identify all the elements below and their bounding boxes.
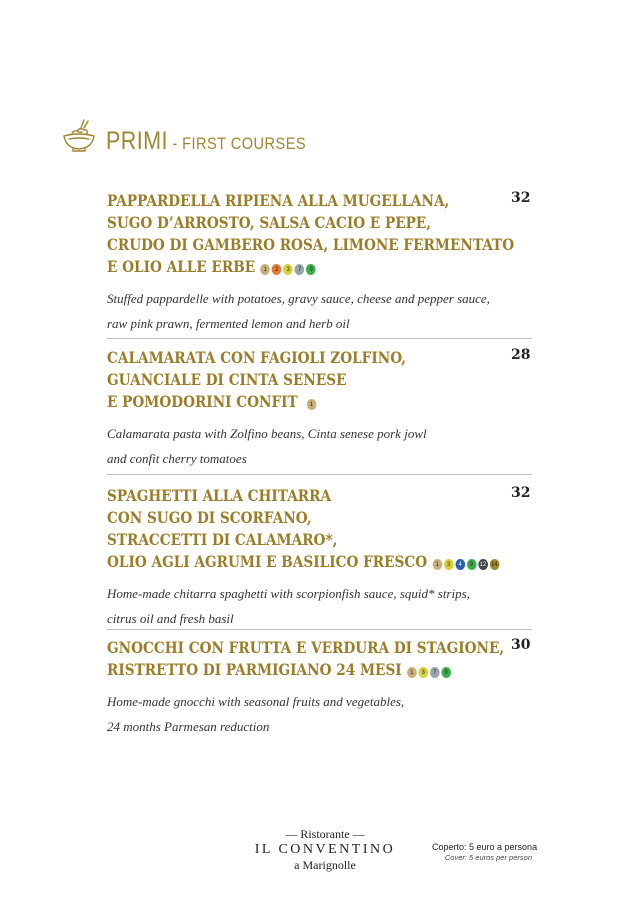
logo-line: a Marignolle [294, 858, 356, 872]
divider [107, 338, 532, 339]
allergen-badges [432, 559, 499, 570]
allergen-badge: 1 [432, 559, 442, 570]
restaurant-logo [250, 827, 400, 872]
dish-price: 32 [511, 485, 531, 501]
section-title [106, 129, 306, 154]
allergen-badge: 1 [407, 667, 417, 678]
dish-name [107, 485, 565, 573]
logo-line: — Ristorante — [285, 827, 365, 841]
dish-name [107, 347, 565, 413]
dish-name-line [107, 256, 565, 278]
dish-description [107, 581, 532, 631]
cover-charge-italian: Coperto: 5 euro a persona [432, 842, 538, 852]
allergen-badges [407, 667, 451, 678]
section-header [60, 118, 339, 154]
dish-description-line: raw pink prawn, fermented lemon and herb oil [107, 316, 350, 331]
allergen-badge: 7 [430, 667, 440, 678]
menu-item [107, 485, 532, 631]
dish-name-line: PAPPARDELLA RIPIENA ALLA MUGELLANA, [107, 191, 450, 210]
allergen-badge: 12 [479, 561, 487, 568]
dish-description-line: citrus oil and fresh basil [107, 611, 234, 626]
dish-description-line: 24 months Parmesan reduction [107, 719, 270, 734]
allergen-badge: 7 [295, 264, 305, 275]
logo-line: IL CONVENTINO [254, 842, 396, 857]
allergen-badge: 1 [260, 264, 270, 275]
dish-name-line: CON SUGO DI SCORFANO, [107, 508, 312, 527]
dish-name-text: RISTRETTO DI PARMIGIANO 24 MESI [107, 660, 402, 679]
section-title-sub: - FIRST COURSES [167, 134, 307, 153]
allergen-badge: 3 [418, 667, 428, 678]
dish-price: 28 [511, 347, 531, 363]
dish-name-line: SPAGHETTI ALLA CHITARRA [107, 486, 332, 505]
dish-name-line: CALAMARATA CON FAGIOLI ZOLFINO, [107, 348, 407, 367]
divider [107, 474, 532, 475]
dish-name-line [107, 659, 565, 681]
allergen-badge: 4 [455, 559, 465, 570]
allergen-badges [260, 264, 315, 275]
cover-charge-english: Cover: 5 euros per person [444, 853, 532, 862]
dish-description-line: Home-made chitarra spaghetti with scorpionfish sauce, squid* strips, [107, 586, 470, 601]
allergen-badge: 2 [272, 264, 282, 275]
allergen-badge: 9 [306, 264, 316, 275]
dish-description-line: Home-made gnocchi with seasonal fruits and vegetables, [107, 694, 405, 709]
dish-name-line: SUGO D’ARROSTO, SALSA CACIO E PEPE, [107, 213, 432, 232]
allergen-badge: 9 [441, 667, 451, 678]
pasta-bowl-icon [60, 118, 98, 154]
allergen-badge: 1 [307, 399, 317, 410]
dish-description-line: and confit cherry tomatoes [107, 451, 247, 466]
dish-name-line: STRACCETTI DI CALAMARO*, [107, 530, 338, 549]
dish-name-line: GUANCIALE DI CINTA SENESE [107, 370, 347, 389]
allergen-badges [307, 399, 317, 410]
dish-name [107, 190, 565, 278]
dish-name-text: OLIO AGLI AGRUMI E BASILICO FRESCO [107, 552, 428, 571]
dish-description [107, 421, 532, 471]
dish-description-line: Stuffed pappardelle with potatoes, gravy sauce, cheese and pepper sauce, [107, 291, 490, 306]
dish-description [107, 689, 532, 739]
menu-item [107, 637, 532, 739]
dish-name [107, 637, 565, 681]
allergen-badge: 9 [467, 559, 477, 570]
dish-price: 30 [511, 637, 531, 653]
allergen-badge: 3 [444, 559, 454, 570]
dish-name-text: E POMODORINI CONFIT [107, 392, 298, 411]
cover-charge [432, 842, 538, 863]
dish-name-line: CRUDO DI GAMBERO ROSA, LIMONE FERMENTATO [107, 235, 515, 254]
dish-name-text: E OLIO ALLE ERBE [107, 257, 256, 276]
dish-description [107, 286, 532, 336]
dish-description-line: Calamarata pasta with Zolfino beans, Cinta senese pork jowl [107, 426, 427, 441]
dish-name-line [107, 551, 565, 573]
section-title-main: PRIMI [106, 127, 168, 155]
allergen-badge: 3 [283, 264, 293, 275]
dish-name-line [107, 391, 565, 413]
dish-name-line: GNOCCHI CON FRUTTA E VERDURA DI STAGIONE, [107, 638, 505, 657]
menu-item [107, 347, 532, 471]
menu-item [107, 190, 532, 336]
divider [107, 629, 532, 630]
dish-price: 32 [511, 190, 531, 206]
allergen-badge: 14 [491, 561, 498, 568]
